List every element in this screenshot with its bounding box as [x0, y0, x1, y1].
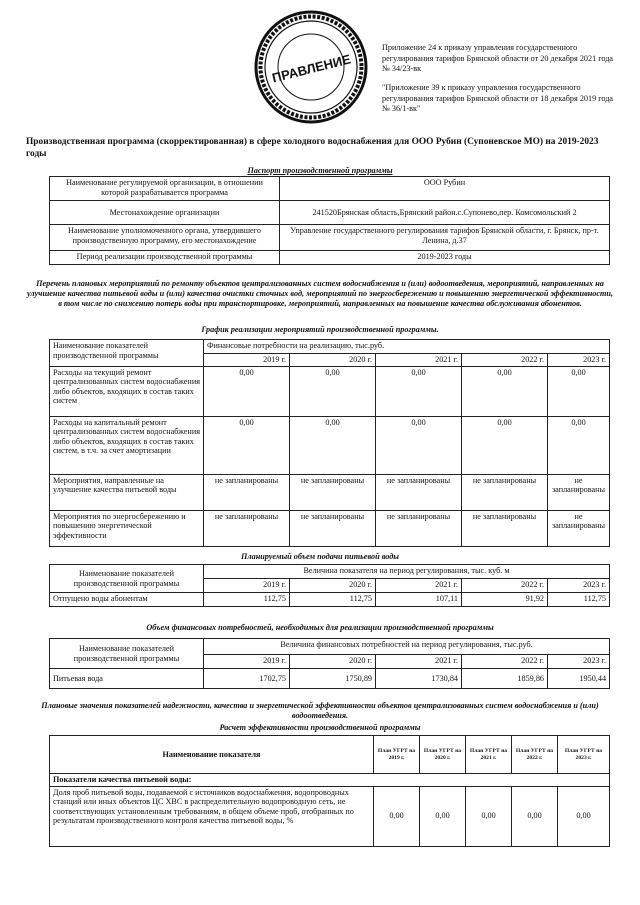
table-row [50, 201, 610, 225]
table-row [50, 786, 610, 846]
year-header: 2022 г. [462, 655, 548, 669]
cell-value: 0,00 [512, 786, 558, 846]
cell-value: не запланированы [290, 510, 376, 546]
table-header-row [50, 736, 610, 774]
year-header: 2023 г. [548, 655, 610, 669]
cell-value: 1730,84 [376, 669, 462, 689]
cell-value: 0,00 [204, 416, 290, 474]
table-row [50, 510, 610, 546]
cell-value: не запланированы [548, 510, 610, 546]
cell-value: 1702,75 [204, 669, 290, 689]
cell-value: 0,00 [376, 366, 462, 416]
cell-value: не запланированы [548, 474, 610, 510]
reliability-heading: Плановые значения показателей надежности, качества и энергетической эффективности объектов централизованных систем водоснабжения и (или) водоотведения. [41, 701, 599, 721]
cell-value: 1859,86 [462, 669, 548, 689]
table-header-row [50, 565, 610, 579]
cell-value: 0,00 [204, 366, 290, 416]
cell-value: 91,92 [462, 593, 548, 607]
cell-value: 0,00 [374, 786, 420, 846]
cell-value: не запланированы [204, 474, 290, 510]
svg-text:ПРАВЛЕНИЕ: ПРАВЛЕНИЕ [270, 51, 353, 86]
column-header: Наименование показателя [50, 736, 374, 774]
cell-value: 0,00 [548, 366, 610, 416]
cell-value: 0,00 [558, 786, 610, 846]
cell-value: 0,00 [462, 366, 548, 416]
group-header: Величина показателя на период регулирования, тыс. куб. м [204, 565, 610, 579]
table-header-row [50, 340, 610, 354]
passport-value: 241520Брянская область,Брянский район.с.Супонево,пер. Комсомольский 2 [280, 201, 610, 225]
passport-heading: Паспорт производственной программы [247, 166, 393, 175]
passport-value: Управление государственного регулирования тарифов Брянской области, г. Брянск, пр-т. Ленина, д.37 [280, 225, 610, 251]
passport-label: Наименование регулируемой организации, в отношении которой разрабатывается программа [50, 177, 280, 201]
cell-value: не запланированы [376, 474, 462, 510]
row-label: Мероприятия, направленные на улучшение качества питьевой воды [50, 474, 204, 510]
table-row [50, 593, 610, 607]
year-header: 2020 г. [290, 655, 376, 669]
year-header: 2023 г. [548, 354, 610, 367]
finance-heading: Объем финансовых потребностей, необходимых для реализации производственной программы [146, 623, 494, 632]
year-header: 2021 г. [376, 655, 462, 669]
appendix-note-2: "Приложение 39 к приказу управления государственного регулирования тарифов Брянской области от 18 декабря 2019 года № 36/1-вк" [382, 83, 614, 114]
cell-value: 112,75 [548, 593, 610, 607]
passport-label: Наименование уполномоченного органа, утвердившего производственную программу, его местонахождение [50, 225, 280, 251]
cell-value: не запланированы [462, 474, 548, 510]
cell-value: 107,11 [376, 593, 462, 607]
passport-value: ООО Рубин [280, 177, 610, 201]
table-row [50, 177, 610, 201]
cell-value: 0,00 [420, 786, 466, 846]
column-header: Наименование показателей производственной программы [50, 639, 204, 669]
year-header: 2023 г. [548, 579, 610, 593]
table-row [50, 474, 610, 510]
row-label: Мероприятия по энергосбережению и повышению энергетической эффективности [50, 510, 204, 546]
row-label: Расходы на текущий ремонт централизованных систем водоснабжения либо объектов, входящих в состав таких систем [50, 366, 204, 416]
volume-heading: Планируемый объем подачи питьевой воды [241, 552, 399, 561]
volume-table [49, 564, 610, 607]
year-header: 2019 г. [204, 579, 290, 593]
table-row [50, 416, 610, 474]
measures-heading: Перечень плановых мероприятий по ремонту объектов централизованных систем водоснабжения и (или) водоотведения, мероприятий, направленных на улучшение качества питьевой воды и (или) качества очистки сточных вод, мероприятий по энергосбережению и повышению энергетической эффективности, в том числе по снижению потерь воды при транспортировке, мероприятий, направленных на повышение качества обслуживания абонентов. [27, 279, 613, 309]
document-title: Производственная программа (скорректированная) в сфере холодного водоснабжения для ООО Рубин (Супоневское МО) на 2019-2023 годы [26, 137, 599, 159]
row-label: Доля проб питьевой воды, подаваемой с источников водоснабжения, водопроводных станций или иных объектов ЦС ХВС в распределительную водопроводную сеть, не соответствующих установленным требованиям, в общем объеме проб, отобранных по результатам производственного контроля качества питьевой воды, % [50, 786, 374, 846]
year-header: 2019 г. [204, 655, 290, 669]
cell-value: 0,00 [548, 416, 610, 474]
cell-value: 0,00 [466, 786, 512, 846]
plan-header: План УГРТ на 2022 г. [512, 736, 558, 774]
group-header: Величина финансовых потребностей на период регулирования, тыс.руб. [204, 639, 610, 655]
passport-value: 2019-2023 годы [280, 251, 610, 265]
row-label: Питьевая вода [50, 669, 204, 689]
finance-table [49, 638, 610, 689]
cell-value: не запланированы [204, 510, 290, 546]
table-row [50, 225, 610, 251]
section-label: Показатели качества питьевой воды: [50, 774, 610, 787]
passport-table [49, 176, 610, 265]
table-header-row [50, 639, 610, 655]
column-header: Наименование показателей производственной программы [50, 565, 204, 593]
year-header: 2022 г. [462, 354, 548, 367]
year-header: 2019 г. [204, 354, 290, 367]
passport-label: Местонахождение организации [50, 201, 280, 225]
column-header: Наименование показателей производственной программы [50, 340, 204, 367]
cell-value: 0,00 [290, 366, 376, 416]
schedule-heading: График реализации мероприятий производственной программы. [201, 325, 439, 334]
year-header: 2022 г. [462, 579, 548, 593]
year-header: 2021 г. [376, 354, 462, 367]
cell-value: не запланированы [290, 474, 376, 510]
plan-header: План УГРТ на 2021 г. [466, 736, 512, 774]
year-header: 2021 г. [376, 579, 462, 593]
reliability-table [49, 735, 610, 847]
group-header: Финансовые потребности на реализацию, тыс.руб. [204, 340, 610, 354]
plan-header: План УГРТ на 2019 г. [374, 736, 420, 774]
cell-value: 112,75 [204, 593, 290, 607]
table-section-row [50, 774, 610, 787]
cell-value: 1950,44 [548, 669, 610, 689]
cell-value: 112,75 [290, 593, 376, 607]
table-row [50, 366, 610, 416]
organization-seal-stamp [252, 8, 370, 126]
measures-table [49, 339, 610, 547]
row-label: Расходы на капитальный ремонт централизованных систем водоснабжения либо объектов, входящих в состав таких систем, в т.ч. за счет амортизации [50, 416, 204, 474]
cell-value: 1750,89 [290, 669, 376, 689]
table-row [50, 251, 610, 265]
cell-value: не запланированы [462, 510, 548, 546]
calc-heading: Расчет эффективности производственной программы [219, 723, 421, 732]
cell-value: 0,00 [376, 416, 462, 474]
row-label: Отпущено воды абонентам [50, 593, 204, 607]
plan-header: План УГРТ на 2023 г. [558, 736, 610, 774]
year-header: 2020 г. [290, 579, 376, 593]
year-header: 2020 г. [290, 354, 376, 367]
table-row [50, 669, 610, 689]
cell-value: 0,00 [462, 416, 548, 474]
plan-header: План УГРТ на 2020 г. [420, 736, 466, 774]
passport-label: Период реализации производственной программы [50, 251, 280, 265]
cell-value: не запланированы [376, 510, 462, 546]
cell-value: 0,00 [290, 416, 376, 474]
appendix-note-1: Приложение 24 к приказу управления государственного регулирования тарифов Брянской области от 20 декабря 2021 года № 34/23-вк [382, 43, 614, 74]
